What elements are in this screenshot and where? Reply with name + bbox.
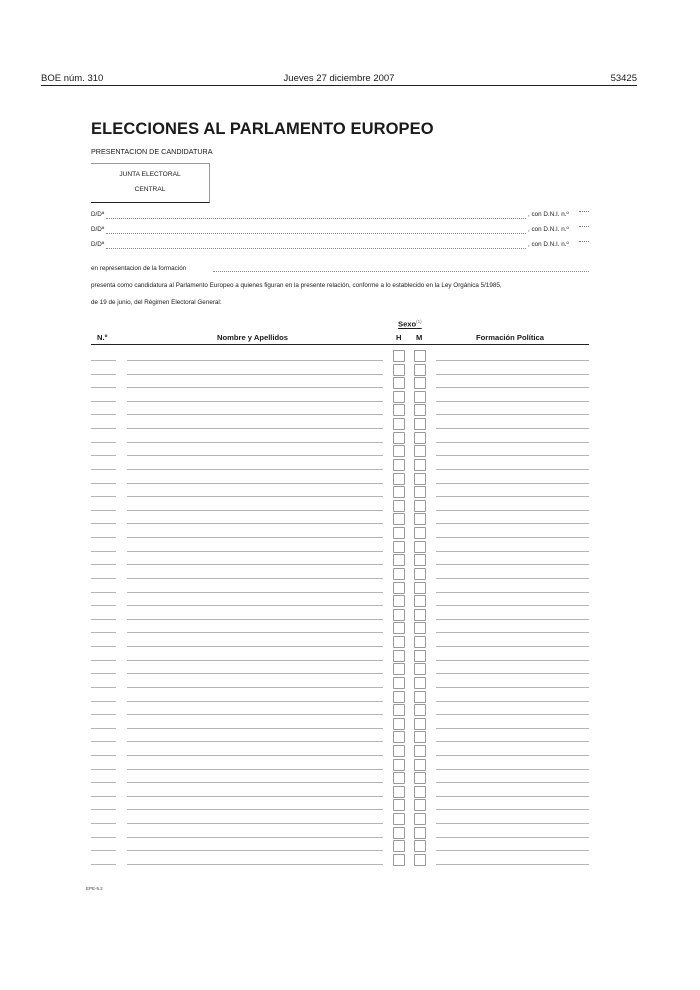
sex-m-checkbox[interactable] — [414, 486, 426, 498]
page-number: 53425 — [610, 73, 637, 84]
sex-m-checkbox[interactable] — [414, 799, 426, 811]
sex-h-checkbox[interactable] — [393, 541, 405, 553]
candidate-row — [0, 716, 700, 729]
sex-h-checkbox[interactable] — [393, 704, 405, 716]
sex-h-checkbox[interactable] — [393, 636, 405, 648]
candidate-row — [0, 661, 700, 674]
sex-m-checkbox[interactable] — [414, 582, 426, 594]
presentation-line-1: presenta como candidatura al Parlamento Europeo a quienes figuran en la presente relación, conforme a lo establecido en la Ley Orgánica 5/1985, — [91, 282, 502, 289]
journal-number: BOE núm. 310 — [41, 73, 104, 84]
declarant-label: D/Dª — [91, 211, 105, 218]
sex-m-checkbox[interactable] — [414, 772, 426, 784]
sex-h-checkbox[interactable] — [393, 377, 405, 389]
sex-m-checkbox[interactable] — [414, 568, 426, 580]
dni-dotted-line — [579, 241, 589, 242]
candidate-row — [0, 797, 700, 810]
sex-h-checkbox[interactable] — [393, 745, 405, 757]
candidate-row — [0, 416, 700, 429]
sex-h-checkbox[interactable] — [393, 759, 405, 771]
sex-h-checkbox[interactable] — [393, 609, 405, 621]
sex-h-checkbox[interactable] — [393, 799, 405, 811]
sex-h-checkbox[interactable] — [393, 854, 405, 866]
dni-label: , con D.N.I. n.º — [528, 211, 569, 218]
junta-line-1: JUNTA ELECTORAL — [119, 171, 181, 178]
column-name-header: Nombre y Apellidos — [217, 333, 289, 342]
candidate-row — [0, 634, 700, 647]
candidate-row — [0, 525, 700, 538]
sex-h-checkbox[interactable] — [393, 691, 405, 703]
sex-h-checkbox[interactable] — [393, 622, 405, 634]
name-dotted-line — [106, 218, 526, 219]
candidate-row — [0, 566, 700, 579]
name-field[interactable] — [127, 864, 383, 865]
sex-h-checkbox[interactable] — [393, 486, 405, 498]
column-h-header: H — [396, 333, 402, 342]
sex-m-checkbox[interactable] — [414, 854, 426, 866]
sex-m-checkbox[interactable] — [414, 786, 426, 798]
sex-h-checkbox[interactable] — [393, 459, 405, 471]
declarant-row[interactable] — [91, 211, 589, 221]
candidate-row — [0, 620, 700, 633]
candidate-row — [0, 825, 700, 838]
dni-label: , con D.N.I. n.º — [528, 226, 569, 233]
sex-h-checkbox[interactable] — [393, 527, 405, 539]
sex-h-checkbox[interactable] — [393, 513, 405, 525]
candidate-row — [0, 743, 700, 756]
sex-h-checkbox[interactable] — [393, 718, 405, 730]
sex-m-checkbox[interactable] — [414, 595, 426, 607]
dni-dotted-line — [579, 226, 589, 227]
dni-label: , con D.N.I. n.º — [528, 241, 569, 248]
sex-m-checkbox[interactable] — [414, 541, 426, 553]
candidate-row — [0, 648, 700, 661]
column-number-header: N.º — [97, 333, 108, 342]
sex-m-checkbox[interactable] — [414, 622, 426, 634]
sex-h-checkbox[interactable] — [393, 432, 405, 444]
form-subtitle: PRESENTACION DE CANDIDATURA — [91, 147, 213, 156]
sex-h-checkbox[interactable] — [393, 731, 405, 743]
sex-m-checkbox[interactable] — [414, 827, 426, 839]
sex-h-checkbox[interactable] — [393, 473, 405, 485]
party-field[interactable] — [436, 864, 589, 865]
sex-m-checkbox[interactable] — [414, 554, 426, 566]
presentation-line-2: de 19 de junio, del Régimen Electoral General: — [91, 299, 222, 306]
sex-m-checkbox[interactable] — [414, 377, 426, 389]
sex-m-checkbox[interactable] — [414, 731, 426, 743]
candidate-row — [0, 607, 700, 620]
sex-h-checkbox[interactable] — [393, 827, 405, 839]
sex-m-checkbox[interactable] — [414, 718, 426, 730]
sex-h-checkbox[interactable] — [393, 500, 405, 512]
sexo-heading — [398, 319, 422, 329]
candidate-row — [0, 402, 700, 415]
junta-line-2: CENTRAL — [134, 186, 166, 193]
form-title: ELECCIONES AL PARLAMENTO EUROPEO — [91, 120, 434, 138]
sex-m-checkbox[interactable] — [414, 404, 426, 416]
candidate-row — [0, 838, 700, 851]
name-dotted-line — [106, 248, 526, 249]
header-rule — [41, 85, 637, 86]
candidate-row — [0, 593, 700, 606]
sex-m-checkbox[interactable] — [414, 459, 426, 471]
sex-h-checkbox[interactable] — [393, 582, 405, 594]
form-code: EPE-5.2 — [86, 886, 103, 891]
sex-m-checkbox[interactable] — [414, 473, 426, 485]
sex-h-checkbox[interactable] — [393, 364, 405, 376]
sex-h-checkbox[interactable] — [393, 568, 405, 580]
sex-h-checkbox[interactable] — [393, 418, 405, 430]
candidate-row — [0, 539, 700, 552]
candidate-row — [0, 757, 700, 770]
candidate-row — [0, 348, 700, 361]
sex-m-checkbox[interactable] — [414, 418, 426, 430]
sex-h-checkbox[interactable] — [393, 595, 405, 607]
candidate-row — [0, 375, 700, 388]
sex-m-checkbox[interactable] — [414, 609, 426, 621]
sex-m-checkbox[interactable] — [414, 745, 426, 757]
declarant-label: D/Dª — [91, 241, 105, 248]
representation-text: en representacion de la formación — [91, 265, 187, 272]
dni-dotted-line — [579, 211, 589, 212]
candidate-row — [0, 443, 700, 456]
sex-m-checkbox[interactable] — [414, 636, 426, 648]
candidate-row — [0, 675, 700, 688]
sex-h-checkbox[interactable] — [393, 445, 405, 457]
candidate-row — [0, 498, 700, 511]
column-m-header: M — [416, 333, 423, 342]
sex-h-checkbox[interactable] — [393, 404, 405, 416]
sex-m-checkbox[interactable] — [414, 500, 426, 512]
sex-m-checkbox[interactable] — [414, 691, 426, 703]
sex-m-checkbox[interactable] — [414, 704, 426, 716]
sex-h-checkbox[interactable] — [393, 786, 405, 798]
sexo-footnote-mark: (1) — [416, 319, 422, 324]
sex-m-checkbox[interactable] — [414, 445, 426, 457]
journal-date: Jueves 27 diciembre 2007 — [283, 73, 395, 84]
candidate-row — [0, 580, 700, 593]
sex-h-checkbox[interactable] — [393, 391, 405, 403]
junta-electoral-box — [91, 163, 210, 203]
sex-m-checkbox[interactable] — [414, 527, 426, 539]
sex-h-checkbox[interactable] — [393, 840, 405, 852]
sex-m-checkbox[interactable] — [414, 391, 426, 403]
sexo-label: Sexo — [398, 319, 417, 329]
declarant-row[interactable] — [91, 241, 589, 251]
sex-h-checkbox[interactable] — [393, 663, 405, 675]
sex-h-checkbox[interactable] — [393, 350, 405, 362]
candidate-row — [0, 689, 700, 702]
candidate-row — [0, 362, 700, 375]
formation-dotted-line[interactable] — [213, 271, 589, 272]
sex-m-checkbox[interactable] — [414, 677, 426, 689]
sex-h-checkbox[interactable] — [393, 813, 405, 825]
declarant-label: D/Dª — [91, 226, 105, 233]
number-field[interactable] — [91, 864, 116, 865]
declarant-row[interactable] — [91, 226, 589, 236]
candidate-row — [0, 457, 700, 470]
sex-m-checkbox[interactable] — [414, 364, 426, 376]
candidate-row — [0, 430, 700, 443]
sex-m-checkbox[interactable] — [414, 513, 426, 525]
candidate-row — [0, 852, 700, 865]
sex-m-checkbox[interactable] — [414, 813, 426, 825]
name-dotted-line — [106, 233, 526, 234]
candidate-row — [0, 511, 700, 524]
sex-h-checkbox[interactable] — [393, 772, 405, 784]
sex-m-checkbox[interactable] — [414, 650, 426, 662]
candidate-row — [0, 770, 700, 783]
candidate-row — [0, 811, 700, 824]
candidate-row — [0, 552, 700, 565]
column-party-header: Formación Política — [476, 333, 544, 342]
candidate-row — [0, 729, 700, 742]
sex-m-checkbox[interactable] — [414, 663, 426, 675]
sex-h-checkbox[interactable] — [393, 650, 405, 662]
sex-m-checkbox[interactable] — [414, 759, 426, 771]
sex-m-checkbox[interactable] — [414, 432, 426, 444]
candidate-row — [0, 389, 700, 402]
sex-h-checkbox[interactable] — [393, 677, 405, 689]
table-header-rule — [91, 344, 589, 345]
candidate-row — [0, 471, 700, 484]
candidate-row — [0, 784, 700, 797]
sex-m-checkbox[interactable] — [414, 350, 426, 362]
sex-m-checkbox[interactable] — [414, 840, 426, 852]
candidate-row — [0, 484, 700, 497]
sex-h-checkbox[interactable] — [393, 554, 405, 566]
candidate-row — [0, 702, 700, 715]
